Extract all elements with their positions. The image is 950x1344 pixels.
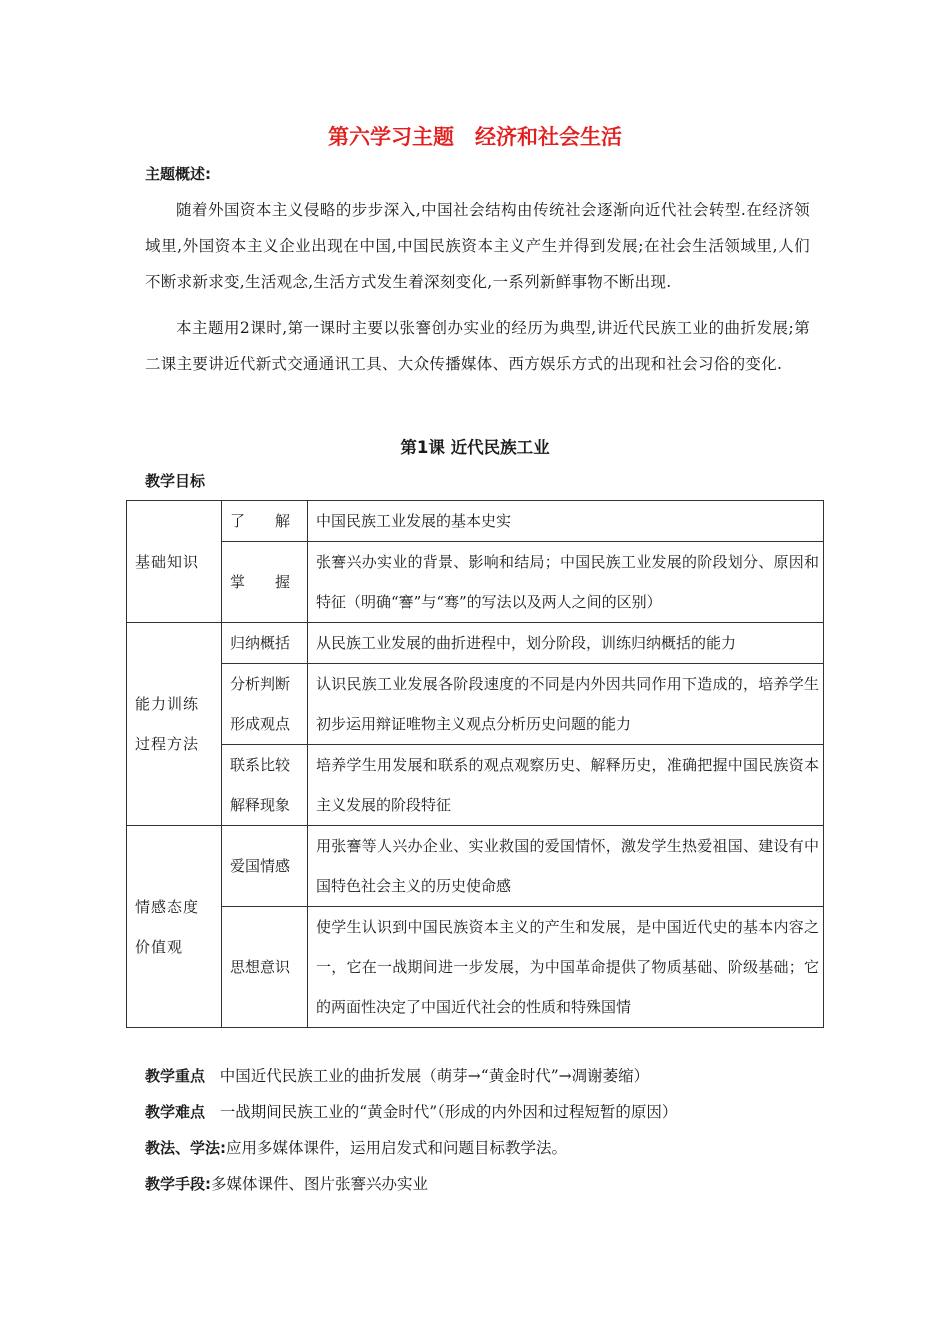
overview-heading: 主题概述:: [145, 165, 211, 183]
page-title: 第六学习主题 经济和社会生活: [328, 125, 622, 149]
means-text: 多媒体课件、图片张謇兴办实业: [211, 1175, 429, 1193]
description-cell: 中国民族工业发展的基本史实: [308, 501, 824, 542]
difficulty-text: 一战期间民族工业的“黄金时代”（形成的内外因和过程短暂的原因）: [219, 1103, 678, 1121]
table-row: [127, 664, 824, 745]
table-row: [127, 745, 824, 826]
method-line: [145, 1136, 567, 1158]
key-point-line: [145, 1064, 649, 1086]
description-cell: 从民族工业发展的曲折进程中，划分阶段，训练归纳概括的能力: [308, 623, 824, 664]
description-cell: 认识民族工业发展各阶段速度的不同是内外因共同作用下造成的，培养学生初步运用辩证唯物主义观点分析历史问题的能力: [308, 664, 824, 745]
key-point-label: 教学重点: [145, 1067, 206, 1085]
table-row: [127, 907, 824, 1028]
overview-paragraph-2: 本主题用2课时,第一课时主要以张謇创办实业的经历为典型,讲近代民族工业的曲折发展;第二课主要讲近代新式交通通讯工具、大众传播媒体、西方娱乐方式的出现和社会习俗的变化.: [145, 319, 810, 373]
description-cell: 使学生认识到中国民族资本主义的产生和发展，是中国近代史的基本内容之一，它在一战期间进一步发展，为中国革命提供了物质基础、阶级基础；它的两面性决定了中国近代社会的性质和特殊国情: [308, 907, 824, 1028]
overview-paragraph-1: 随着外国资本主义侵略的步步深入,中国社会结构由传统社会逐渐向近代社会转型.在经济领域里,外国资本主义企业出现在中国,中国民族资本主义产生并得到发展;在社会生活领域里,人们不断求新求变,生活观念,生活方式发生着深刻变化,一系列新鲜事物不断出现.: [145, 201, 810, 291]
subcategory-cell: 思想意识: [222, 907, 308, 1028]
means-label: 教学手段:: [145, 1175, 211, 1193]
method-label: 教法、学法:: [145, 1139, 226, 1157]
table-row: [127, 826, 824, 907]
category-cell: 情感态度价值观: [127, 826, 222, 1028]
description-cell: 培养学生用发展和联系的观点观察历史、解释历史，准确把握中国民族资本主义发展的阶段特征: [308, 745, 824, 826]
difficulty-label: 教学难点: [145, 1103, 206, 1121]
subcategory-cell: 归纳概括: [222, 623, 308, 664]
teaching-goals-table: [126, 500, 824, 1028]
method-text: 应用多媒体课件，运用启发式和问题目标教学法。: [226, 1139, 568, 1157]
table-row: [127, 623, 824, 664]
subcategory-cell: 分析判断形成观点: [222, 664, 308, 745]
lesson-title: 第1课 近代民族工业: [400, 438, 550, 457]
difficulty-line: [145, 1100, 677, 1122]
category-cell: 基础知识: [127, 501, 222, 623]
subcategory-cell: 爱国情感: [222, 826, 308, 907]
description-cell: 张謇兴办实业的背景、影响和结局；中国民族工业发展的阶段划分、原因和特征（明确“謇”与“骞”的写法以及两人之间的区别）: [308, 542, 824, 623]
subcategory-cell: 掌 握: [222, 542, 308, 623]
table-row: [127, 501, 824, 542]
category-cell: 能力训练过程方法: [127, 623, 222, 826]
subcategory-cell: 联系比较解释现象: [222, 745, 308, 826]
description-cell: 用张謇等人兴办企业、实业救国的爱国情怀，激发学生热爱祖国、建设有中国特色社会主义的历史使命感: [308, 826, 824, 907]
goals-heading: 教学目标: [145, 472, 206, 490]
table-row: [127, 542, 824, 623]
key-point-text: 中国近代民族工业的曲折发展（萌芽→“黄金时代”→凋谢萎缩）: [219, 1067, 650, 1085]
means-line: [145, 1172, 428, 1194]
subcategory-cell: 了 解: [222, 501, 308, 542]
